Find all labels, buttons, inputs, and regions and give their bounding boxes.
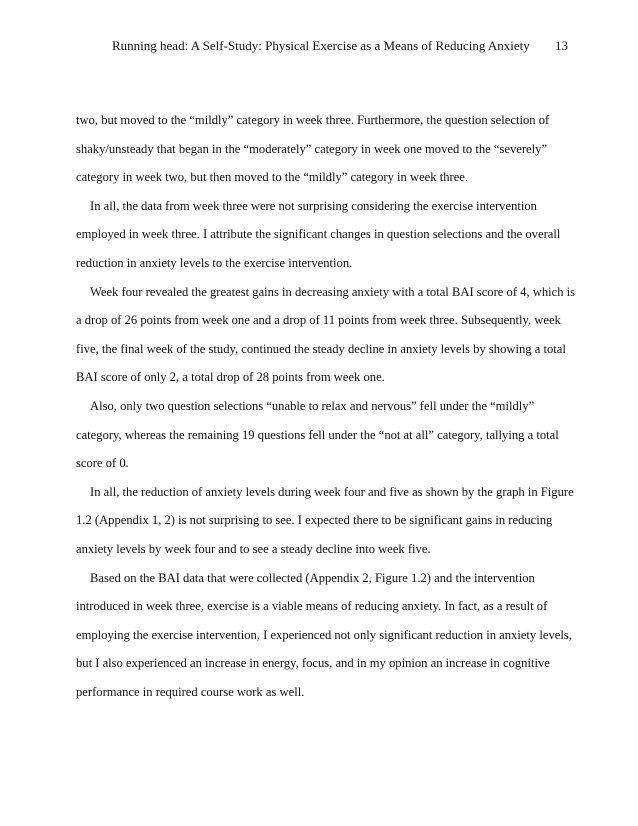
body-text — [76, 106, 576, 706]
paragraph: In all, the reduction of anxiety levels during week four and five as shown by the graph in Figure 1.2 (Appendix 1, 2) is not surprising to see. I expected there to be significant gains in reducing anxiety levels by week four and to see a steady decline into week five. — [76, 484, 574, 556]
paragraph: Also, only two question selections “unable to relax and nervous” fell under the “mildly” category, whereas the remaining 19 questions fell under the “not at all” category, tallying a total score of 0. — [76, 398, 559, 471]
page-header — [112, 36, 568, 56]
paragraph: Based on the BAI data that were collected (Appendix 2, Figure 1.2) and the intervention introduced in week three, exercise is a viable means of reducing anxiety. In fact, as a result of employing the exercise intervention, I experienced not only significant reduction in anxiety levels, but I also experienced an increase in energy, focus, and in my opinion an increase in cognitive performance in required course work as well. — [76, 570, 572, 699]
paragraph: Week four revealed the greatest gains in decreasing anxiety with a total BAI score of 4, which is a drop of 26 points from week one and a drop of 11 points from week three. Subsequently, week five, the final week of the study, continued the steady decline in anxiety levels by showing a total BAI score of only 2, a total drop of 28 points from week one. — [76, 284, 576, 385]
page-number: 13 — [555, 38, 568, 53]
running-head: Running head: A Self-Study: Physical Exercise as a Means of Reducing Anxiety — [112, 38, 530, 53]
paragraph: In all, the data from week three were not surprising considering the exercise intervention employed in week three. I attribute the significant changes in question selections and the overall reduction in anxiety levels to the exercise intervention. — [76, 198, 561, 270]
paragraph-continued: two, but moved to the “mildly” category in week three. Furthermore, the question selection of shaky/unsteady that began in the “moderately” category in week one moved to the “severely” category in week two, but then moved to the “mildly” category in week three. — [76, 113, 550, 185]
